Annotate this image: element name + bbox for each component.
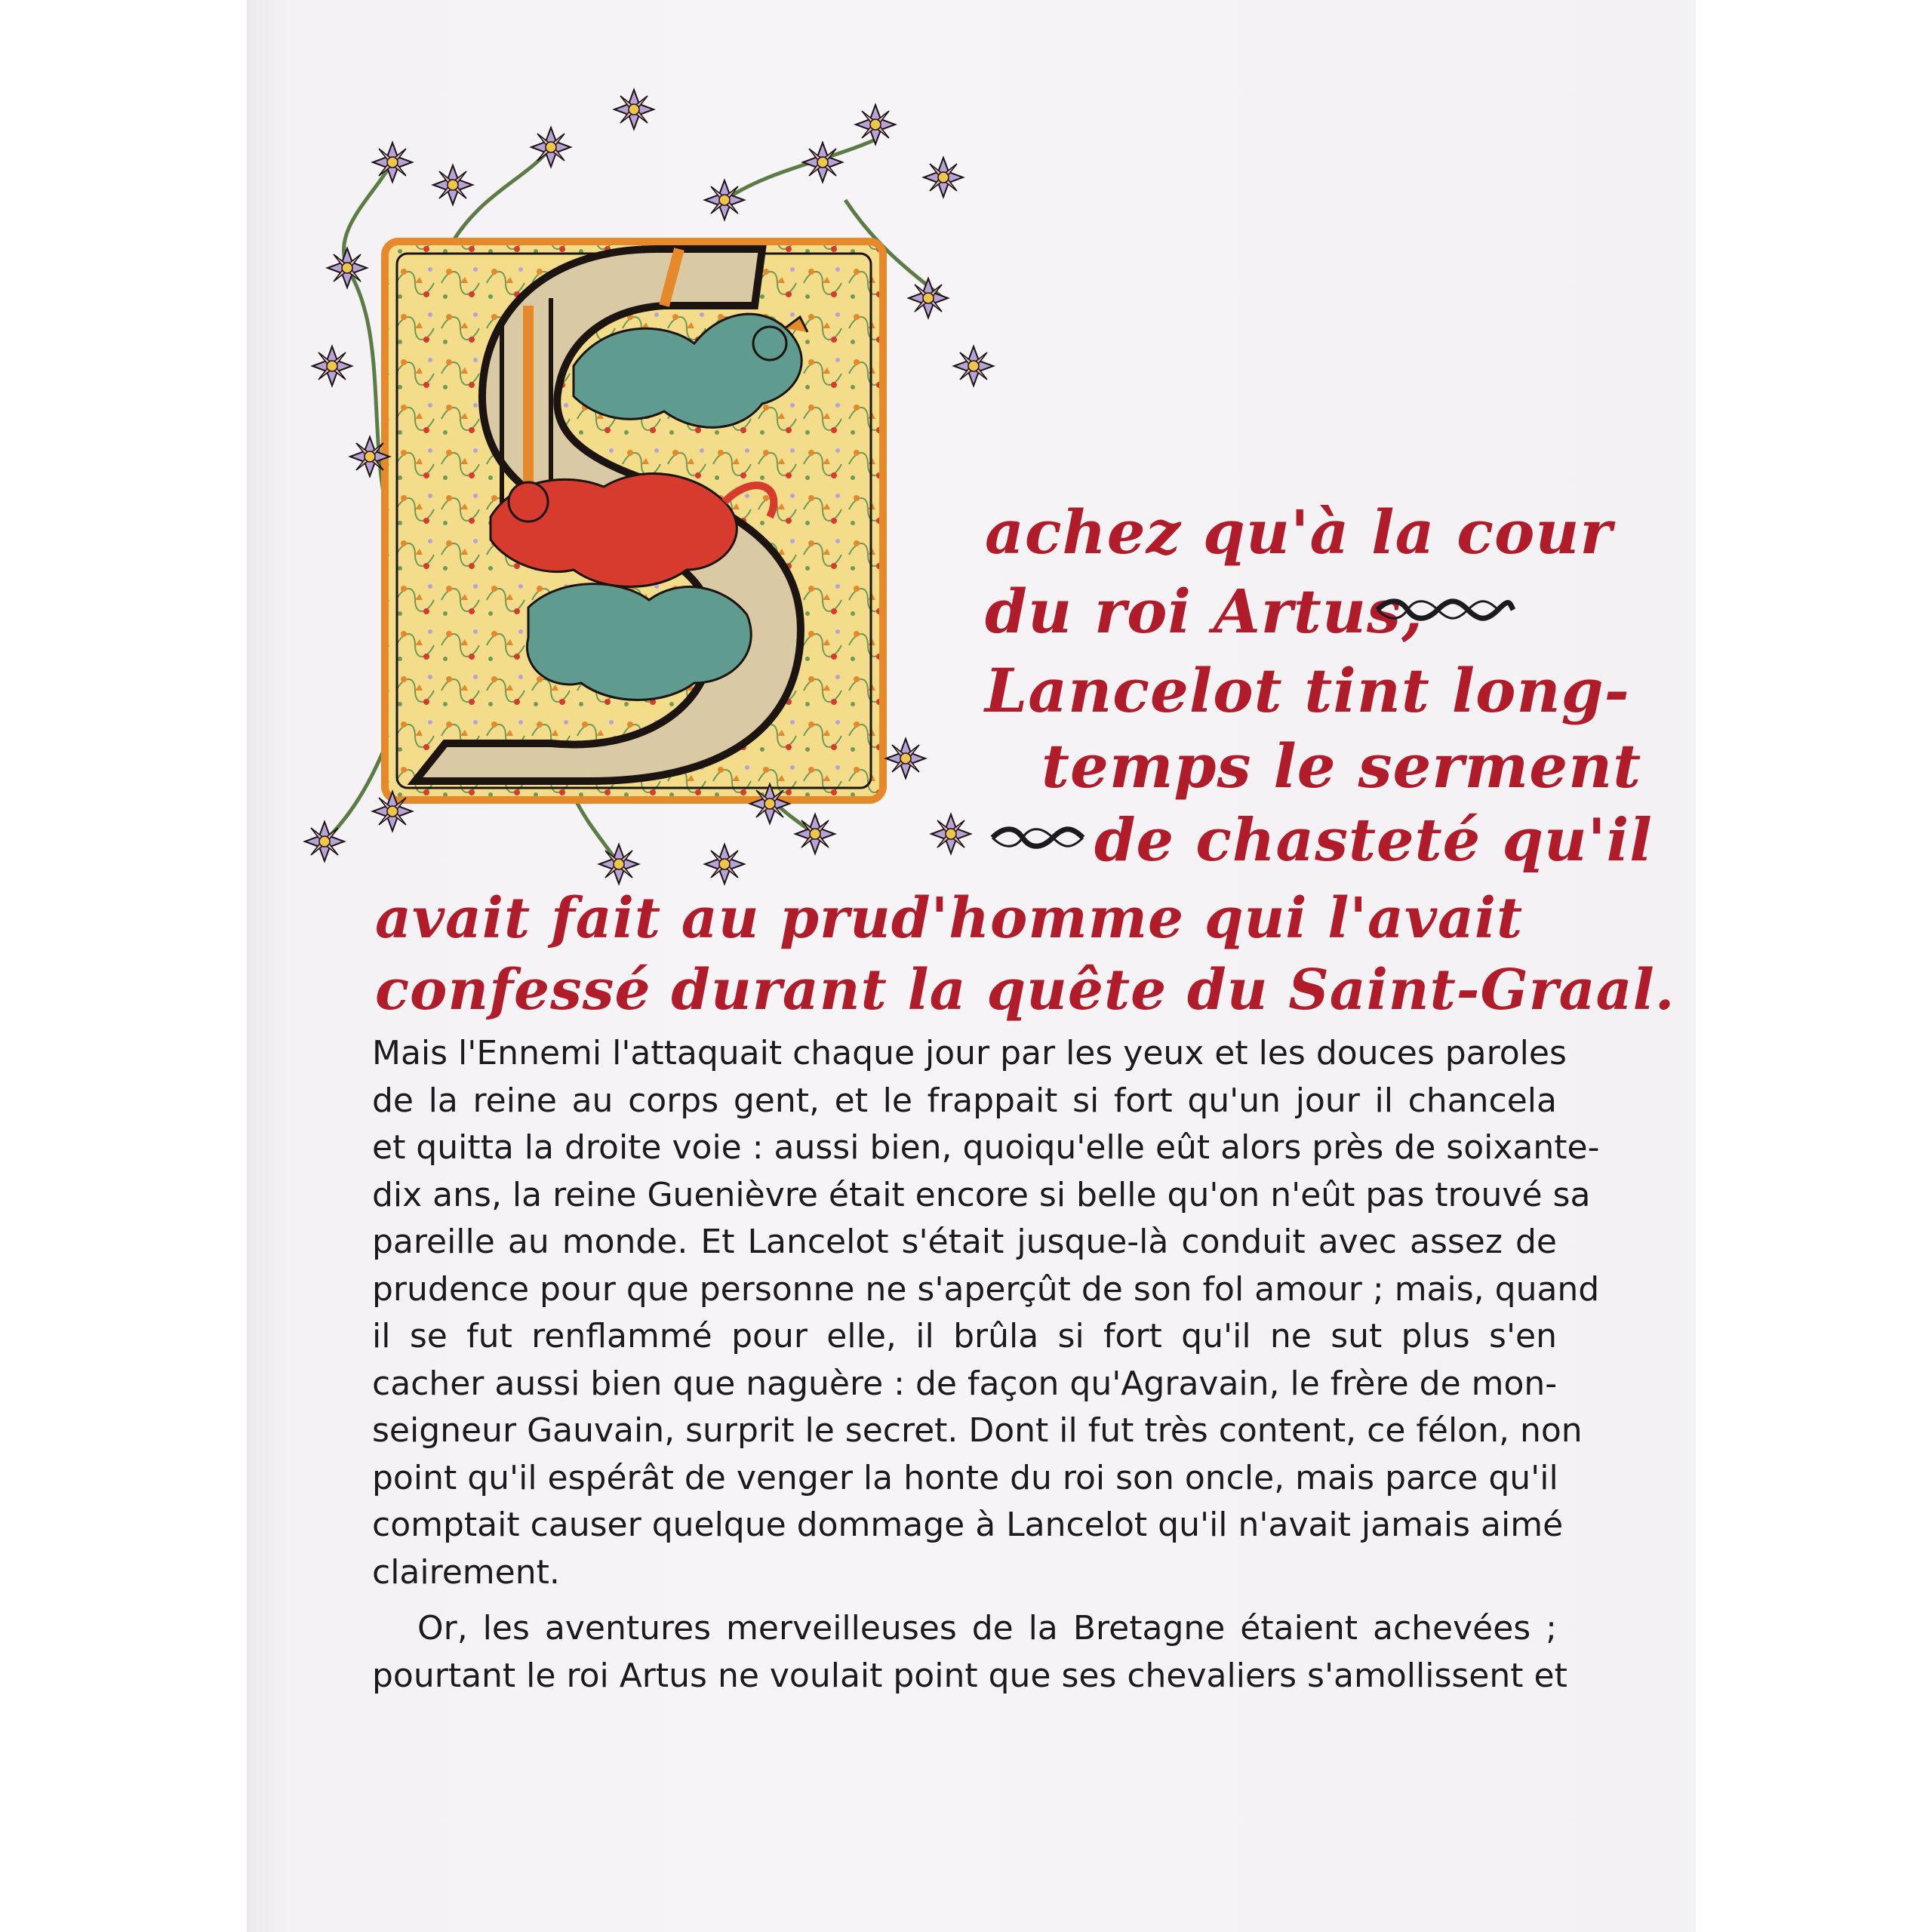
body-line: et quitta la droite voie : aussi bien, quoiqu'elle eût alors près de soixante- xyxy=(372,1128,1600,1167)
rubric-line-1: achez qu'à la cour xyxy=(985,497,1613,568)
flourish-ornament xyxy=(1374,595,1517,625)
body-line: clairement. xyxy=(372,1552,560,1592)
body-line: seigneur Gauvain, surprit le secret. Dont il fut très content, ce félon, non xyxy=(372,1411,1583,1450)
rubric-line-5: de chasteté qu'il xyxy=(1094,806,1653,875)
rubric-line-2: du roi Artus, xyxy=(985,576,1423,647)
body-line: pareille au monde. Et Lancelot s'était jusque-là conduit avec assez de xyxy=(372,1223,1557,1261)
flourish-ornament xyxy=(989,823,1087,853)
body-line: comptait causer quelque dommage à Lancelot qu'il n'avait jamais aimé xyxy=(372,1506,1564,1544)
body-line: point qu'il espérât de venger la honte du roi son oncle, mais parce qu'il xyxy=(372,1458,1558,1497)
vine-stem xyxy=(724,140,875,200)
illuminated-initial xyxy=(302,79,1026,887)
body-line: dix ans, la reine Guenièvre était encore si belle qu'on n'eût pas trouvé sa xyxy=(372,1175,1591,1214)
rubric-line-6: avait fait au prud'homme qui l'avait xyxy=(375,886,1524,951)
rubric-line-3: Lancelot tint long- xyxy=(985,655,1630,726)
body-line: Mais l'Ennemi l'attaquait chaque jour par les yeux et les douces paroles xyxy=(372,1034,1567,1072)
body-line: Or, les aventures merveilleuses de la Bretagne étaient achevées ; xyxy=(417,1609,1557,1647)
body-line: de la reine au corps gent, et le frappait si fort qu'un jour il chancela xyxy=(372,1081,1557,1120)
vine-stem xyxy=(453,147,551,242)
body-line: pourtant le roi Artus ne voulait point que ses chevaliers s'amollissent et xyxy=(372,1656,1567,1695)
body-line: il se fut renflammé pour elle, il brûla si fort qu'il ne sut plus s'en xyxy=(372,1317,1557,1355)
body-text xyxy=(372,1030,1600,1700)
body-line: cacher aussi bien que naguère : de façon qu'Agravain, le frère de mon- xyxy=(372,1364,1558,1403)
rubric-line-4: temps le serment xyxy=(1041,731,1642,801)
body-line: prudence pour que personne ne s'aperçût de son fol amour ; mais, quand xyxy=(372,1269,1600,1309)
rubric-line-7: confessé durant la quête du Saint-Graal. xyxy=(375,958,1675,1023)
vine-stem xyxy=(574,796,619,864)
